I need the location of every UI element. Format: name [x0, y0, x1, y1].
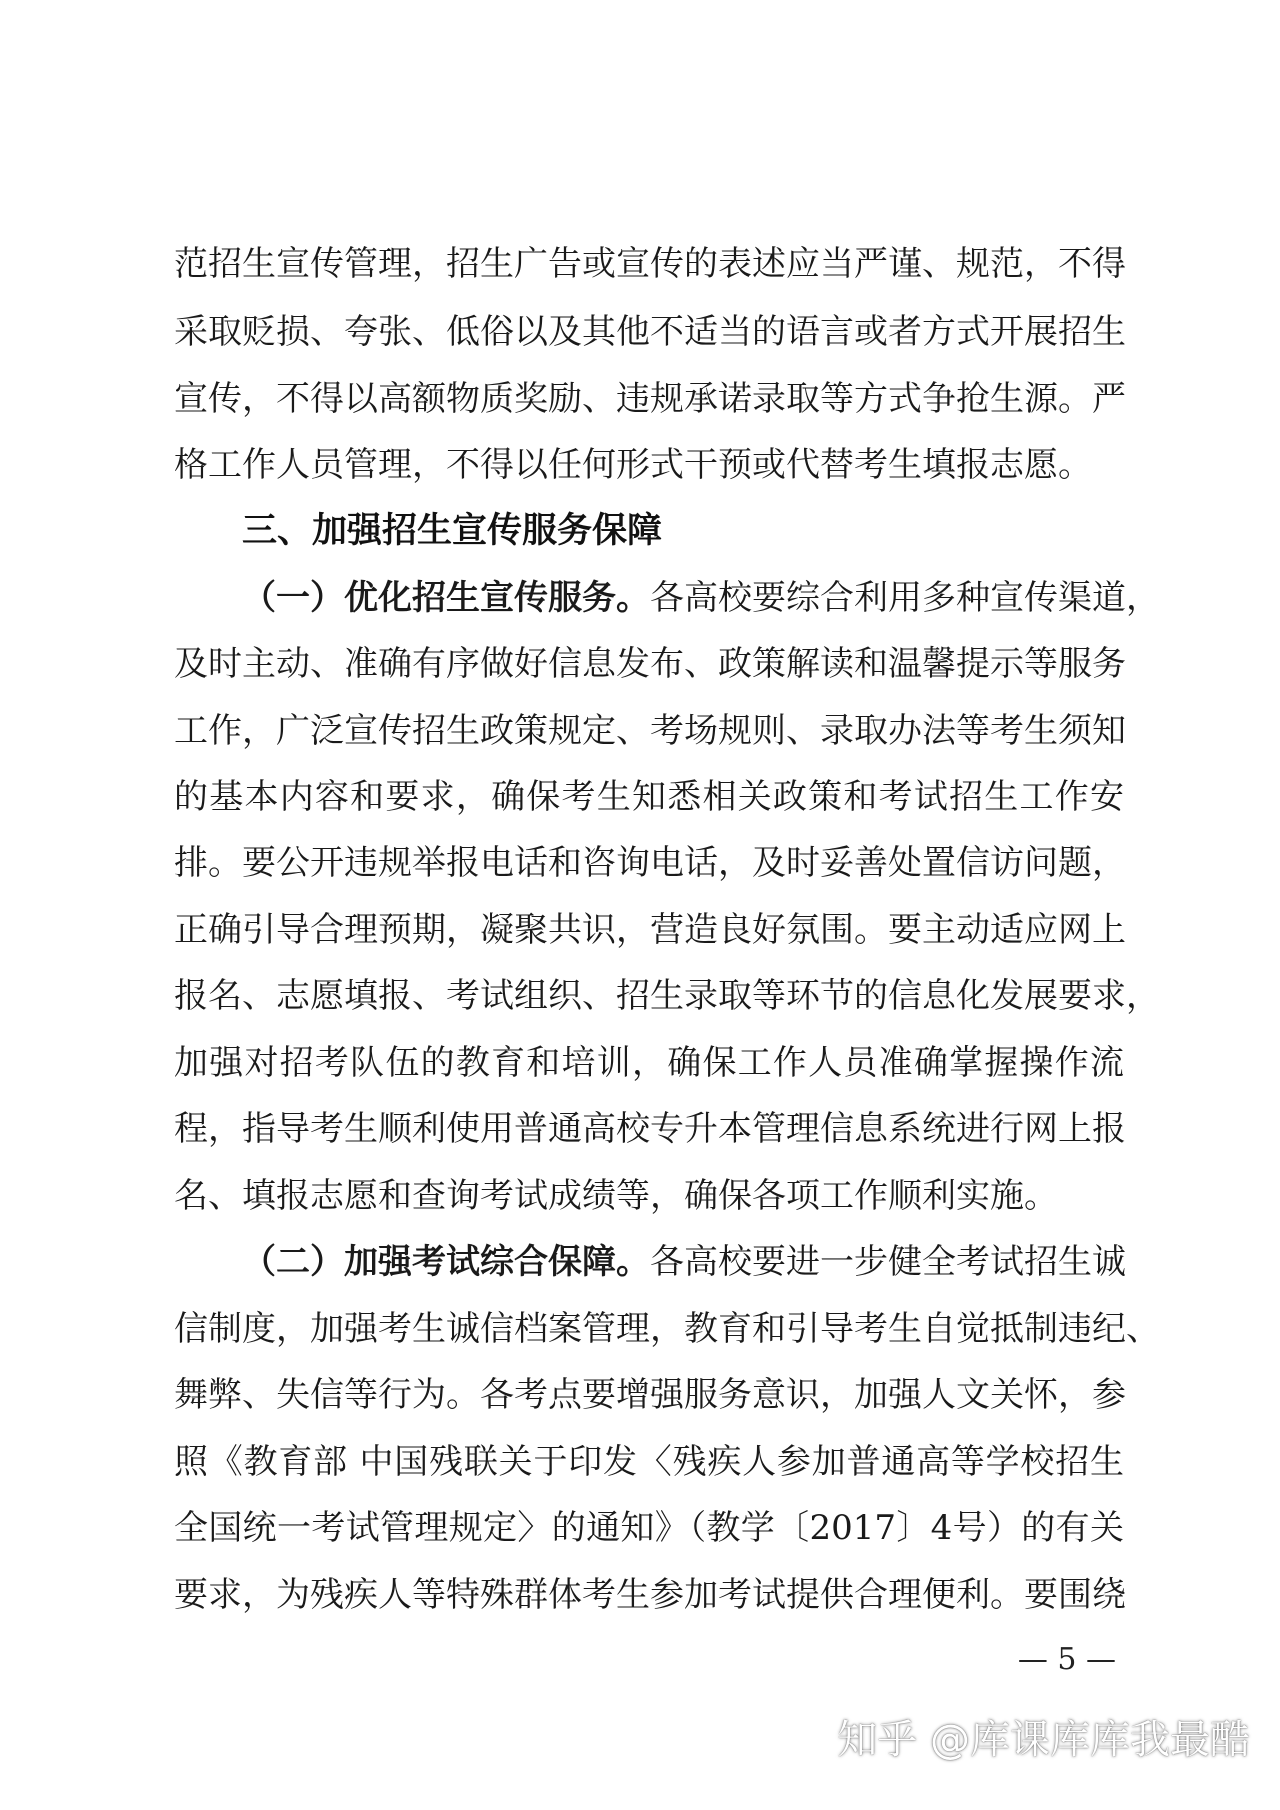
- body-line: 格工作人员管理，不得以任何形式干预或代替考生填报志愿。: [174, 445, 1092, 485]
- body-line: 加强对招考队伍的教育和培训，确保工作人员准确掌握操作流: [174, 1043, 1124, 1083]
- body-line: 信制度，加强考生诚信档案管理，教育和引导考生自觉抵制违纪、: [174, 1309, 1160, 1349]
- body-line: 排。要公开违规举报电话和咨询电话，及时妥善处置信访问题，: [174, 843, 1126, 883]
- page-number: — 5 —: [1017, 1642, 1116, 1677]
- body-line: 的基本内容和要求，确保考生知悉相关政策和考试招生工作安: [174, 777, 1124, 817]
- body-line: 正确引导合理预期，凝聚共识，营造良好氛围。要主动适应网上: [174, 910, 1126, 950]
- section-heading: 三、加强招生宣传服务保障: [242, 511, 663, 551]
- subsection-title: （一）优化招生宣传服务。: [242, 578, 650, 618]
- subsection-first-line-text: 各高校要综合利用多种宣传渠道，: [650, 578, 1160, 618]
- body-line: 宣传，不得以高额物质奖励、违规承诺录取等方式争抢生源。严: [174, 379, 1126, 419]
- subsection-first-line-text: 各高校要进一步健全考试招生诚: [650, 1242, 1126, 1282]
- body-line: 照《教育部 中国残联关于印发〈残疾人参加普通高等学校招生: [174, 1442, 1124, 1482]
- subsection-first-line: [242, 1230, 1124, 1294]
- body-line: 要求，为残疾人等特殊群体考生参加考试提供合理便利。要围绕: [174, 1575, 1126, 1615]
- body-line: 采取贬损、夸张、低俗以及其他不适当的语言或者方式开展招生: [174, 312, 1126, 352]
- body-line: 报名、志愿填报、考试组织、招生录取等环节的信息化发展要求，: [174, 976, 1160, 1016]
- body-line: 名、填报志愿和查询考试成绩等，确保各项工作顺利实施。: [174, 1176, 1058, 1216]
- body-line: 工作，广泛宣传招生政策规定、考场规则、录取办法等考生须知: [174, 711, 1126, 751]
- body-line: 全国统一考试管理规定〉的通知》（教学〔2017〕4号）的有关: [174, 1508, 1124, 1548]
- body-line: 程，指导考生顺利使用普通高校专升本管理信息系统进行网上报: [174, 1109, 1126, 1149]
- watermark: 知乎 @库课库库我最酷: [837, 1717, 1250, 1763]
- body-line: 范招生宣传管理，招生广告或宣传的表述应当严谨、规范，不得: [174, 244, 1126, 284]
- subsection-first-line: [242, 566, 1160, 630]
- body-line: 及时主动、准确有序做好信息发布、政策解读和温馨提示等服务: [174, 644, 1126, 684]
- subsection-title: （二）加强考试综合保障。: [242, 1242, 650, 1282]
- body-line: 舞弊、失信等行为。各考点要增强服务意识，加强人文关怀，参: [174, 1375, 1126, 1415]
